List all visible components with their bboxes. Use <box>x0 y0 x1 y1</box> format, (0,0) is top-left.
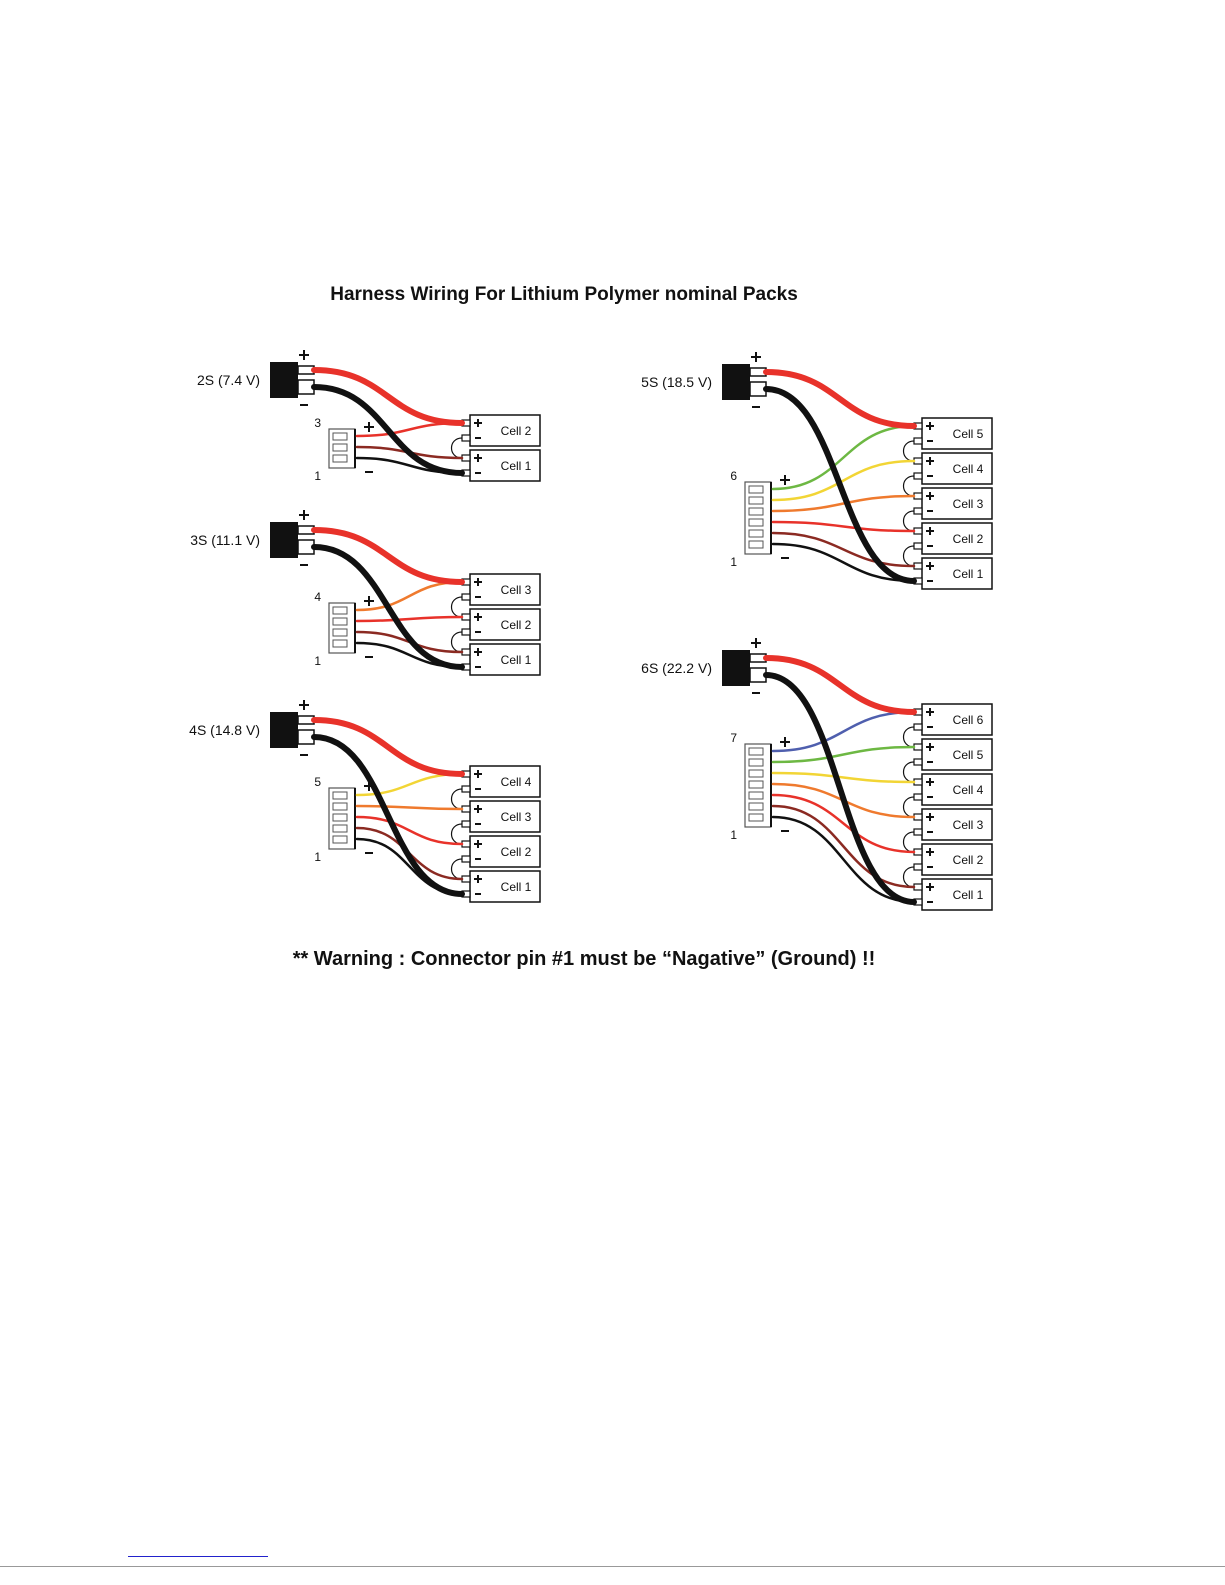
cell-label: Cell 2 <box>952 853 984 867</box>
main-wire-negative <box>766 389 914 581</box>
plus-sign-icon <box>751 638 761 648</box>
cell-terminal-negative <box>462 786 470 792</box>
balance-pin <box>749 530 763 537</box>
balance-pin <box>333 792 347 799</box>
balance-pin <box>333 825 347 832</box>
balance-pin <box>749 814 763 821</box>
balance-pin <box>333 836 347 843</box>
cell-terminal-negative <box>914 508 922 514</box>
footer-divider <box>0 1566 1225 1567</box>
cell-terminal-negative <box>914 759 922 765</box>
balance-pin <box>749 792 763 799</box>
balance-wire <box>773 773 914 782</box>
cell-label: Cell 5 <box>952 748 984 762</box>
balance-pin <box>749 748 763 755</box>
wiring-diagram-svg <box>182 278 993 975</box>
balance-pin <box>333 607 347 614</box>
balance-pin <box>749 497 763 504</box>
series-link <box>452 789 463 809</box>
balance-pin <box>333 629 347 636</box>
balance-pin <box>333 640 347 647</box>
balance-wire <box>357 617 462 621</box>
series-link <box>904 476 915 496</box>
balance-pin <box>749 759 763 766</box>
cell-label: Cell 1 <box>500 653 532 667</box>
main-wire-positive <box>314 370 462 423</box>
cell-terminal-negative <box>462 629 470 635</box>
pack-label: 3S (11.1 V) <box>190 532 260 548</box>
cell-block <box>914 879 992 910</box>
cell-label: Cell 2 <box>952 532 984 546</box>
cell-terminal-negative <box>914 438 922 444</box>
balance-pin <box>333 618 347 625</box>
main-wire-positive <box>314 530 462 582</box>
cell-terminal-negative <box>914 543 922 549</box>
balance-wire <box>773 533 914 566</box>
series-link <box>452 438 463 458</box>
balance-pin <box>749 781 763 788</box>
balance-wire <box>357 839 462 894</box>
series-link <box>904 441 915 461</box>
pin-number-bottom: 1 <box>314 850 321 864</box>
pack-4s <box>189 700 540 902</box>
cell-block <box>462 871 540 902</box>
cell-terminal-negative <box>914 864 922 870</box>
diagram-title: Harness Wiring For Lithium Polymer nominal Packs <box>330 284 798 305</box>
cell-terminal-negative <box>462 821 470 827</box>
main-connector <box>722 364 750 400</box>
footer-link-underline <box>128 1556 268 1557</box>
pack-label: 4S (14.8 V) <box>189 722 260 738</box>
pack-label: 2S (7.4 V) <box>196 372 260 388</box>
cell-label: Cell 3 <box>952 818 984 832</box>
cell-terminal-negative <box>914 794 922 800</box>
main-connector <box>722 650 750 686</box>
pin-number-bottom: 1 <box>314 654 321 668</box>
cell-block <box>914 558 992 589</box>
balance-pin <box>749 541 763 548</box>
plus-sign-icon <box>364 422 374 432</box>
cell-label: Cell 1 <box>952 888 984 902</box>
pin-number-top: 3 <box>314 416 321 430</box>
balance-pin <box>333 803 347 810</box>
cell-terminal-negative <box>462 856 470 862</box>
cell-label: Cell 2 <box>500 618 532 632</box>
balance-wire <box>773 712 914 751</box>
pack-2s <box>197 350 540 483</box>
pack-label: 5S (18.5 V) <box>641 374 712 390</box>
wiring-diagram <box>182 278 993 975</box>
plus-sign-icon <box>364 596 374 606</box>
cell-label: Cell 6 <box>952 713 984 727</box>
series-link <box>452 597 463 617</box>
pack-6s <box>641 638 992 910</box>
cell-label: Cell 3 <box>500 583 532 597</box>
balance-pin <box>333 444 347 451</box>
series-link <box>904 797 915 817</box>
balance-pin <box>333 455 347 462</box>
series-link <box>904 867 915 887</box>
series-link <box>904 832 915 852</box>
series-link <box>904 762 915 782</box>
plus-sign-icon <box>299 510 309 520</box>
cell-label: Cell 3 <box>952 497 984 511</box>
pack-5s <box>641 352 992 589</box>
series-link <box>904 546 915 566</box>
warning-text: ** Warning : Connector pin #1 must be “Nagative” (Ground) !! <box>292 948 876 970</box>
cell-label: Cell 4 <box>952 462 984 476</box>
pin-number-top: 5 <box>314 775 321 789</box>
cell-block <box>462 644 540 675</box>
balance-pin <box>749 770 763 777</box>
plus-sign-icon <box>780 475 790 485</box>
balance-pin <box>749 486 763 493</box>
series-link <box>452 824 463 844</box>
balance-pin <box>749 519 763 526</box>
cell-label: Cell 5 <box>952 427 984 441</box>
plus-sign-icon <box>299 700 309 710</box>
pin-number-top: 6 <box>730 469 737 483</box>
cell-label: Cell 1 <box>500 459 532 473</box>
pack-label: 6S (22.2 V) <box>641 660 712 676</box>
balance-wire <box>773 806 914 887</box>
cell-terminal-negative <box>914 829 922 835</box>
pin-number-bottom: 1 <box>730 828 737 842</box>
cell-terminal-negative <box>462 594 470 600</box>
balance-wire <box>773 817 914 902</box>
cell-label: Cell 4 <box>952 783 984 797</box>
cell-terminal-negative <box>914 473 922 479</box>
main-connector <box>270 362 298 398</box>
cell-label: Cell 3 <box>500 810 532 824</box>
balance-wire <box>773 522 914 531</box>
cell-label: Cell 1 <box>500 880 532 894</box>
pin-number-top: 7 <box>730 731 737 745</box>
pin-number-bottom: 1 <box>314 469 321 483</box>
cell-terminal-negative <box>462 435 470 441</box>
main-connector <box>270 522 298 558</box>
pack-3s <box>190 510 540 675</box>
cell-block <box>462 450 540 481</box>
balance-pin <box>749 803 763 810</box>
series-link <box>452 859 463 879</box>
balance-pin <box>333 814 347 821</box>
main-connector <box>270 712 298 748</box>
plus-sign-icon <box>299 350 309 360</box>
balance-pin <box>333 433 347 440</box>
pin-number-top: 4 <box>314 590 321 604</box>
cell-terminal-negative <box>914 724 922 730</box>
series-link <box>904 511 915 531</box>
balance-wire <box>357 806 462 809</box>
cell-label: Cell 2 <box>500 845 532 859</box>
cell-label: Cell 4 <box>500 775 532 789</box>
cell-label: Cell 2 <box>500 424 532 438</box>
plus-sign-icon <box>780 737 790 747</box>
balance-pin <box>749 508 763 515</box>
pin-number-bottom: 1 <box>730 555 737 569</box>
plus-sign-icon <box>751 352 761 362</box>
series-link <box>452 632 463 652</box>
cell-label: Cell 1 <box>952 567 984 581</box>
series-link <box>904 727 915 747</box>
main-wire-positive <box>314 720 462 774</box>
